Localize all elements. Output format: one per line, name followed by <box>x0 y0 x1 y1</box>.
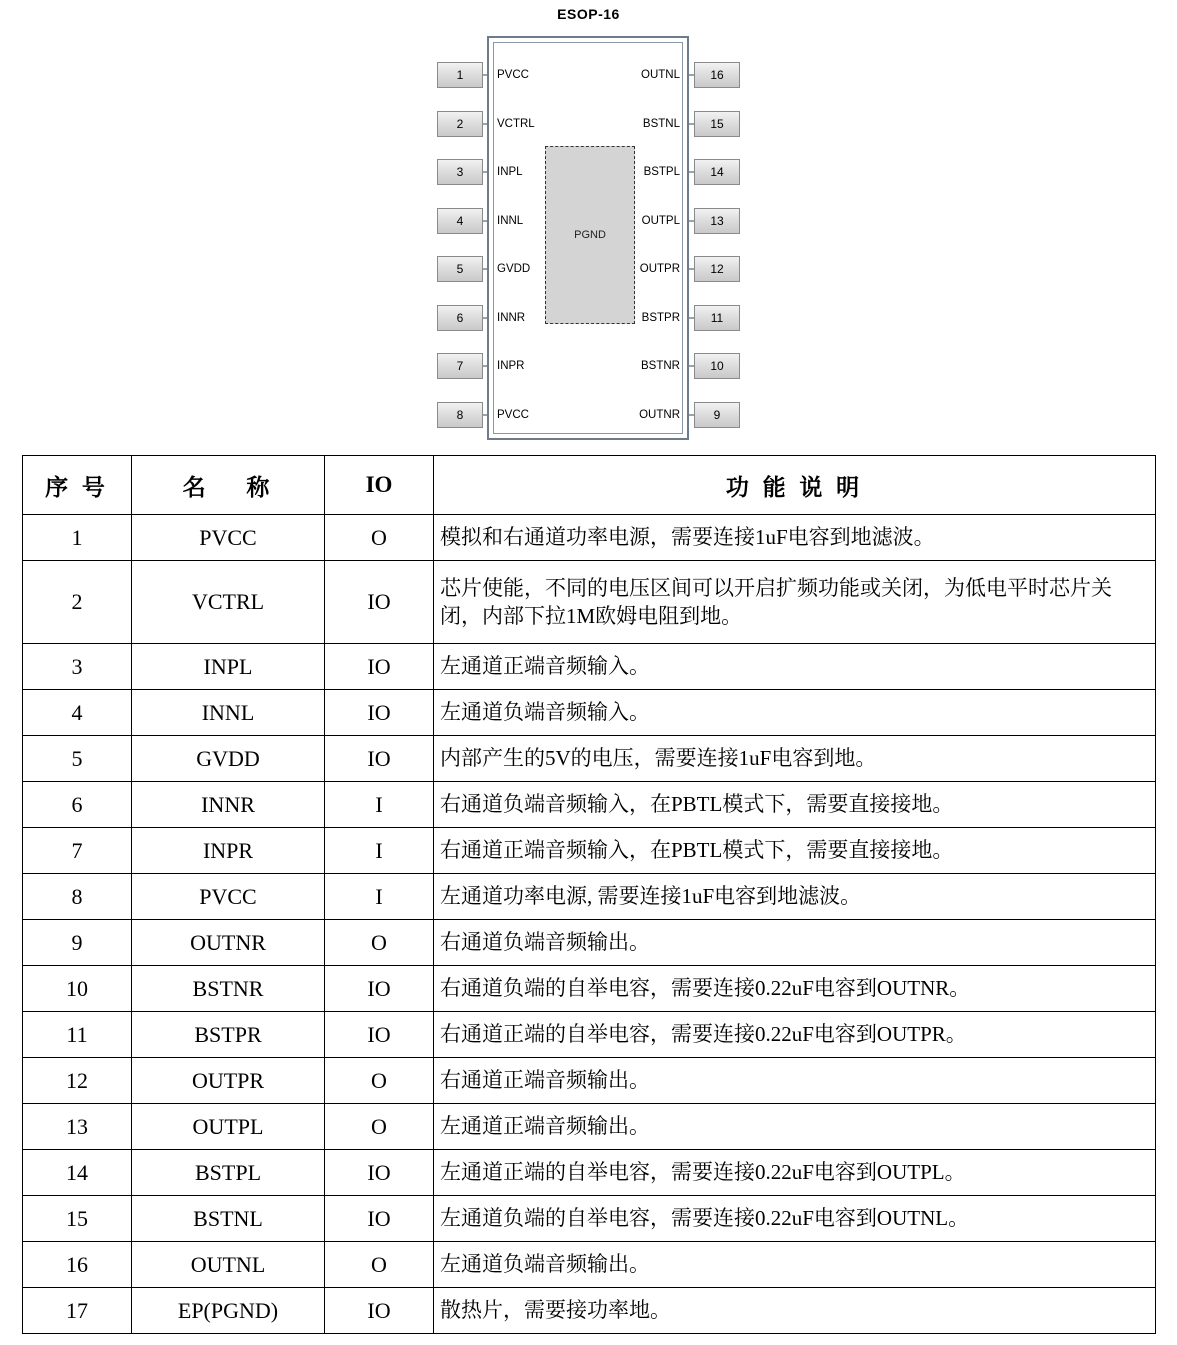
pin-description-table <box>22 455 1156 1334</box>
table-row <box>23 644 1156 690</box>
pin-pad-13: 13 <box>694 208 740 234</box>
cell-pin-name: PVCC <box>132 874 325 920</box>
package-diagram <box>0 0 1177 450</box>
cell-index: 14 <box>23 1150 132 1196</box>
pin-pad-15: 15 <box>694 111 740 137</box>
table-row <box>23 828 1156 874</box>
pin-lead-8 <box>483 414 487 416</box>
pin-lead-4 <box>483 220 487 222</box>
thermal-pad-label: PGND <box>574 229 606 241</box>
cell-io: IO <box>325 1196 434 1242</box>
cell-description: 右通道正端的自举电容，需要连接0.22uF电容到OUTPR。 <box>434 1012 1156 1058</box>
cell-pin-name: PVCC <box>132 515 325 561</box>
cell-description: 左通道正端的自举电容，需要连接0.22uF电容到OUTPL。 <box>434 1150 1156 1196</box>
table-row <box>23 515 1156 561</box>
cell-description: 左通道正端音频输入。 <box>434 644 1156 690</box>
pin-pad-7: 7 <box>437 353 483 379</box>
table-body <box>23 515 1156 1334</box>
cell-description: 左通道正端音频输出。 <box>434 1104 1156 1150</box>
cell-pin-name: INNL <box>132 690 325 736</box>
cell-io: IO <box>325 1012 434 1058</box>
pin-lead-3 <box>483 171 487 173</box>
cell-description: 右通道负端的自举电容，需要连接0.22uF电容到OUTNR。 <box>434 966 1156 1012</box>
cell-index: 16 <box>23 1242 132 1288</box>
pin-label-innr-6: INNR <box>497 311 526 324</box>
cell-io: I <box>325 828 434 874</box>
pin-pad-14: 14 <box>694 159 740 185</box>
table-row <box>23 1242 1156 1288</box>
pin-lead-9 <box>689 414 694 416</box>
pin-label-innl-4: INNL <box>497 214 524 227</box>
pin-label-pvcc-8: PVCC <box>497 408 529 421</box>
cell-pin-name: INPL <box>132 644 325 690</box>
cell-description: 芯片使能，不同的电压区间可以开启扩频功能或关闭，为低电平时芯片关闭，内部下拉1M欧姆电阻到地。 <box>434 561 1156 644</box>
pin-label-vctrl-2: VCTRL <box>497 117 535 130</box>
cell-index: 3 <box>23 644 132 690</box>
cell-io: IO <box>325 561 434 644</box>
cell-io: I <box>325 782 434 828</box>
pin-lead-10 <box>689 365 694 367</box>
cell-io: IO <box>325 644 434 690</box>
table-row <box>23 1058 1156 1104</box>
cell-index: 13 <box>23 1104 132 1150</box>
cell-index: 11 <box>23 1012 132 1058</box>
cell-description: 右通道正端音频输出。 <box>434 1058 1156 1104</box>
pin-lead-13 <box>689 220 694 222</box>
table-row <box>23 920 1156 966</box>
cell-pin-name: BSTPL <box>132 1150 325 1196</box>
cell-pin-name: OUTNR <box>132 920 325 966</box>
cell-index: 12 <box>23 1058 132 1104</box>
pin-lead-7 <box>483 365 487 367</box>
pin-pad-9: 9 <box>694 402 740 428</box>
table-row <box>23 561 1156 644</box>
table-row <box>23 1196 1156 1242</box>
pin-label-inpl-3: INPL <box>497 166 523 178</box>
pin-label-gvdd-5: GVDD <box>497 263 531 275</box>
cell-io: O <box>325 1242 434 1288</box>
header-description: 功 能 说 明 <box>434 456 1156 515</box>
pin-label-outpl-13: OUTPL <box>641 214 680 227</box>
cell-io: IO <box>325 1150 434 1196</box>
cell-description: 模拟和右通道功率电源，需要连接1uF电容到地滤波。 <box>434 515 1156 561</box>
pin-label-bstpl-14: BSTPL <box>643 166 680 178</box>
cell-io: O <box>325 515 434 561</box>
pin-lead-16 <box>689 74 694 76</box>
cell-description: 左通道功率电源, 需要连接1uF电容到地滤波。 <box>434 874 1156 920</box>
pin-pad-12: 12 <box>694 256 740 282</box>
cell-io: O <box>325 1058 434 1104</box>
pin-lead-11 <box>689 317 694 319</box>
pin-pad-6: 6 <box>437 305 483 331</box>
cell-pin-name: OUTNL <box>132 1242 325 1288</box>
cell-pin-name: OUTPR <box>132 1058 325 1104</box>
cell-io: IO <box>325 690 434 736</box>
pin-pad-1: 1 <box>437 62 483 88</box>
cell-io: IO <box>325 1288 434 1334</box>
cell-index: 10 <box>23 966 132 1012</box>
pin-lead-5 <box>483 268 487 270</box>
cell-description: 右通道负端音频输出。 <box>434 920 1156 966</box>
table-row <box>23 966 1156 1012</box>
cell-index: 2 <box>23 561 132 644</box>
cell-pin-name: BSTNL <box>132 1196 325 1242</box>
pin-label-bstnl-15: BSTNL <box>642 117 680 130</box>
cell-index: 8 <box>23 874 132 920</box>
pin-pad-16: 16 <box>694 62 740 88</box>
pin-label-inpr-7: INPR <box>497 360 525 372</box>
table-row <box>23 690 1156 736</box>
thermal-pad-pgnd <box>545 146 635 324</box>
pin-pad-10: 10 <box>694 353 740 379</box>
pin-pad-5: 5 <box>437 256 483 282</box>
cell-io: IO <box>325 966 434 1012</box>
cell-description: 左通道负端音频输入。 <box>434 690 1156 736</box>
header-io: IO <box>325 456 434 515</box>
header-index: 序 号 <box>23 456 132 515</box>
pin-pad-4: 4 <box>437 208 483 234</box>
cell-index: 15 <box>23 1196 132 1242</box>
pin-label-outnr-9: OUTNR <box>639 408 680 421</box>
cell-description: 内部产生的5V的电压，需要连接1uF电容到地。 <box>434 736 1156 782</box>
pin-lead-6 <box>483 317 487 319</box>
header-name: 名 称 <box>132 456 325 515</box>
cell-index: 17 <box>23 1288 132 1334</box>
pin-lead-2 <box>483 123 487 125</box>
pin-lead-1 <box>483 74 487 76</box>
cell-index: 7 <box>23 828 132 874</box>
cell-pin-name: OUTPL <box>132 1104 325 1150</box>
pin-pad-11: 11 <box>694 305 740 331</box>
pin-label-bstpr-11: BSTPR <box>641 311 680 324</box>
cell-index: 5 <box>23 736 132 782</box>
cell-io: O <box>325 1104 434 1150</box>
cell-pin-name: EP(PGND) <box>132 1288 325 1334</box>
pin-lead-15 <box>689 123 694 125</box>
pin-pad-3: 3 <box>437 159 483 185</box>
pin-pad-8: 8 <box>437 402 483 428</box>
table-row <box>23 1012 1156 1058</box>
cell-description: 左通道负端的自举电容，需要连接0.22uF电容到OUTNL。 <box>434 1196 1156 1242</box>
pin-label-bstnr-10: BSTNR <box>641 360 680 372</box>
cell-pin-name: INNR <box>132 782 325 828</box>
cell-pin-name: INPR <box>132 828 325 874</box>
cell-description: 左通道负端音频输出。 <box>434 1242 1156 1288</box>
table-header-row <box>23 456 1156 515</box>
table-row <box>23 874 1156 920</box>
cell-pin-name: VCTRL <box>132 561 325 644</box>
table-row <box>23 1288 1156 1334</box>
table-row <box>23 782 1156 828</box>
cell-index: 4 <box>23 690 132 736</box>
pin-lead-14 <box>689 171 694 173</box>
table-row <box>23 1150 1156 1196</box>
cell-io: IO <box>325 736 434 782</box>
cell-index: 1 <box>23 515 132 561</box>
pin-lead-12 <box>689 268 694 270</box>
cell-description: 右通道正端音频输入，在PBTL模式下，需要直接接地。 <box>434 828 1156 874</box>
cell-io: O <box>325 920 434 966</box>
pin-pad-2: 2 <box>437 111 483 137</box>
cell-description: 右通道负端音频输入，在PBTL模式下，需要直接接地。 <box>434 782 1156 828</box>
package-title: ESOP-16 <box>557 6 620 22</box>
pin-label-outpr-12: OUTPR <box>639 263 680 275</box>
table-row <box>23 1104 1156 1150</box>
cell-pin-name: BSTPR <box>132 1012 325 1058</box>
cell-pin-name: GVDD <box>132 736 325 782</box>
pin-label-outnl-16: OUTNL <box>641 69 680 81</box>
table-row <box>23 736 1156 782</box>
cell-io: I <box>325 874 434 920</box>
cell-index: 6 <box>23 782 132 828</box>
cell-description: 散热片，需要接功率地。 <box>434 1288 1156 1334</box>
pin-label-pvcc-1: PVCC <box>497 69 529 81</box>
cell-index: 9 <box>23 920 132 966</box>
cell-pin-name: BSTNR <box>132 966 325 1012</box>
